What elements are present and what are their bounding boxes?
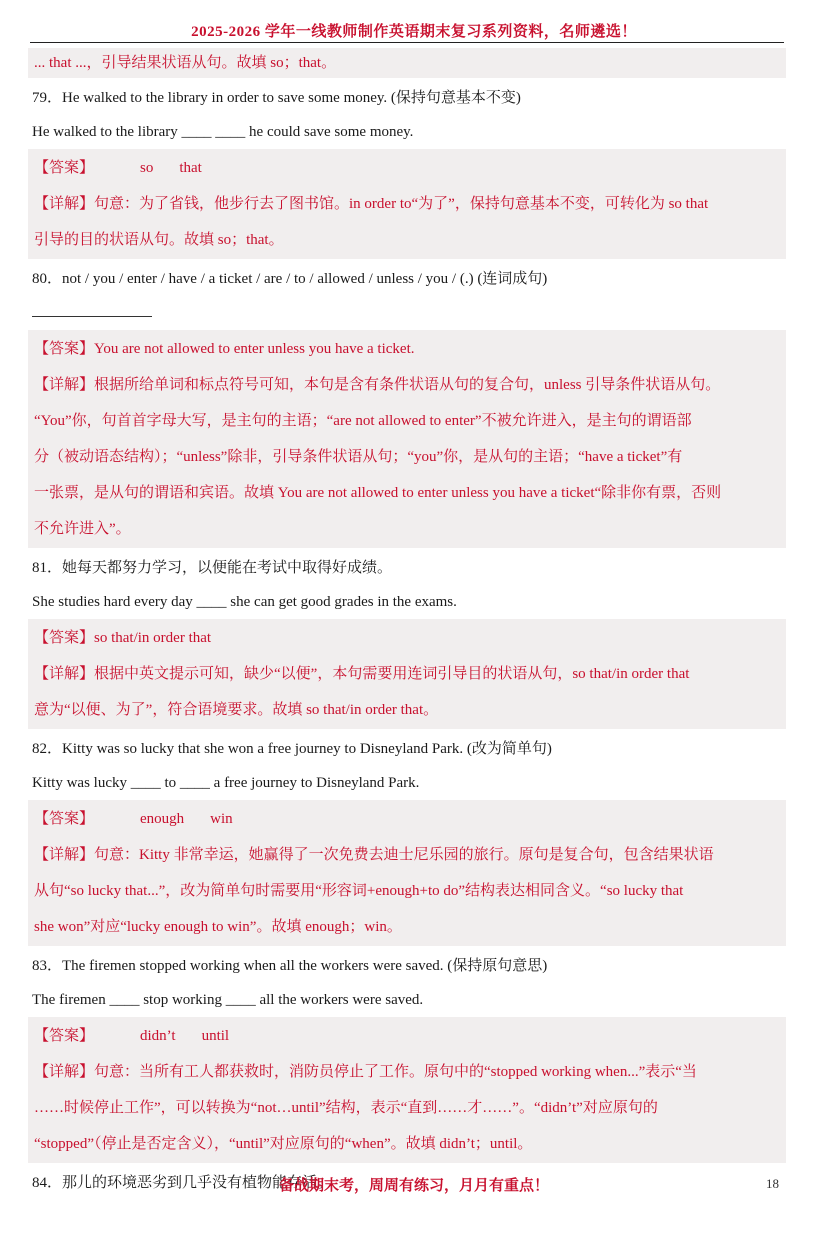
answer-box-80 xyxy=(28,330,786,548)
answer-word: win xyxy=(210,811,233,827)
question-81: 81．她每天都努力学习，以便能在考试中取得好成绩。 xyxy=(32,560,393,576)
detail-line: 引导的目的状语从句。故填 so；that。 xyxy=(34,232,284,248)
answer-text: so that/in order that xyxy=(94,630,212,646)
answer-label: 【答案】 xyxy=(34,811,95,827)
answer-word: so xyxy=(140,160,154,176)
detail-line xyxy=(34,367,780,403)
detail-line: 一张票，是从句的谓语和宾语。故填 You are not allowed to enter unless you have a ticket“除非你有票，否则 xyxy=(34,485,722,501)
page-number: 18 xyxy=(766,1176,779,1191)
detail-line: 从句“so lucky that...”，改为简单句时需要用“形容词+enough+to do”结构表达相同含义。“so lucky that xyxy=(34,883,684,899)
detail-label: 【详解】 xyxy=(34,377,95,393)
answer-word: didn’t xyxy=(140,1028,176,1044)
detail-line: 分（被动语态结构）；“unless”除非，引导条件状语从句；“you”你，是从句的主语；“have a ticket”有 xyxy=(34,449,683,465)
header-divider xyxy=(30,42,784,43)
detail-text: 句意：当所有工人都获救时，消防员停止了工作。原句中的“stopped working when...”表示“当 xyxy=(94,1064,697,1080)
detail-label: 【详解】 xyxy=(34,196,95,212)
answer-label: 【答案】 xyxy=(34,630,95,646)
question-83-prompt: The firemen ____ stop working ____ all the workers were saved. xyxy=(32,992,424,1008)
question-81-prompt: She studies hard every day ____ she can get good grades in the exams. xyxy=(32,594,457,610)
page-content xyxy=(28,48,786,1200)
detail-label: 【详解】 xyxy=(34,666,95,682)
detail-line: 不允许进入”。 xyxy=(34,521,131,537)
answer-box-79 xyxy=(28,149,786,259)
answer-line xyxy=(34,801,780,837)
question-83: 83．The firemen stopped working when all the workers were saved. (保持原句意思) xyxy=(32,958,548,974)
detail-line: ... that ...，引导结果状语从句。故填 so；that。 xyxy=(34,55,337,71)
detail-line: ……时候停止工作”，可以转换为“not…until”结构，表示“直到……才……”。“didn’t”对应原句的 xyxy=(34,1100,658,1116)
answer-blank-line xyxy=(32,298,152,317)
header-title: 2025-2026 学年一线教师制作英语期末复习系列资料，名师遴选！ xyxy=(191,24,637,40)
question-84: 84．那儿的环境恶劣到几乎没有植物能存活。 xyxy=(32,1175,333,1191)
answer-label: 【答案】 xyxy=(34,1028,95,1044)
detail-line xyxy=(34,656,780,692)
detail-text: 句意：为了省钱，他步行去了图书馆。in order to“为了”，保持句意基本不变，可转化为 so that xyxy=(94,196,709,212)
answer-box-82 xyxy=(28,800,786,946)
detail-text: 根据中英文提示可知，缺少“以便”，本句需要用连词引导目的状语从句，so that/in order that xyxy=(94,666,690,682)
question-80: 80．not / you / enter / have / a ticket / are / to / allowed / unless / you / (.) (连词成句) xyxy=(32,271,548,287)
question-82-prompt: Kitty was lucky ____ to ____ a free journey to Disneyland Park. xyxy=(32,775,420,791)
detail-text: 句意：Kitty 非常幸运，她赢得了一次免费去迪士尼乐园的旅行。原句是复合句，包含结果状语 xyxy=(94,847,714,863)
detail-line: “stopped”（停止是否定含义），“until”对应原句的“when”。故填 didn’t；until。 xyxy=(34,1136,533,1152)
answer-line xyxy=(34,150,780,186)
answer-line xyxy=(34,620,780,656)
answer-line xyxy=(34,331,780,367)
answer-label: 【答案】 xyxy=(34,160,95,176)
question-82: 82．Kitty was so lucky that she won a free journey to Disneyland Park. (改为简单句) xyxy=(32,741,552,757)
answer-text: You are not allowed to enter unless you have a ticket. xyxy=(94,341,415,357)
detail-line: 意为“以便、为了”，符合语境要求。故填 so that/in order that。 xyxy=(34,702,439,718)
detail-line xyxy=(34,1054,780,1090)
question-79: 79．He walked to the library in order to save some money. (保持句意基本不变) xyxy=(32,90,521,106)
answer-word: enough xyxy=(140,811,185,827)
answer-line xyxy=(34,1018,780,1054)
answer-word: until xyxy=(201,1028,230,1044)
answer-box-83 xyxy=(28,1017,786,1163)
previous-answer-detail-fragment xyxy=(28,48,786,78)
detail-line: “You”你，句首首字母大写，是主句的主语；“are not allowed to enter”不被允许进入，是主句的谓语部 xyxy=(34,413,692,429)
answer-word: that xyxy=(179,160,202,176)
question-80-blank xyxy=(28,296,786,330)
detail-label: 【详解】 xyxy=(34,1064,95,1080)
detail-line xyxy=(34,837,780,873)
footer-slogan: 备战期末考，周周有练习，月月有重点！ xyxy=(278,1178,549,1194)
answer-box-81 xyxy=(28,619,786,729)
detail-text: 根据所给单词和标点符号可知，本句是含有条件状语从句的复合句，unless 引导条件状语从句。 xyxy=(94,377,721,393)
answer-label: 【答案】 xyxy=(34,341,95,357)
question-79-prompt: He walked to the library ____ ____ he could save some money. xyxy=(32,124,414,140)
detail-line: she won”对应“lucky enough to win”。故填 enough；win。 xyxy=(34,919,402,935)
detail-line xyxy=(34,186,780,222)
detail-label: 【详解】 xyxy=(34,847,95,863)
